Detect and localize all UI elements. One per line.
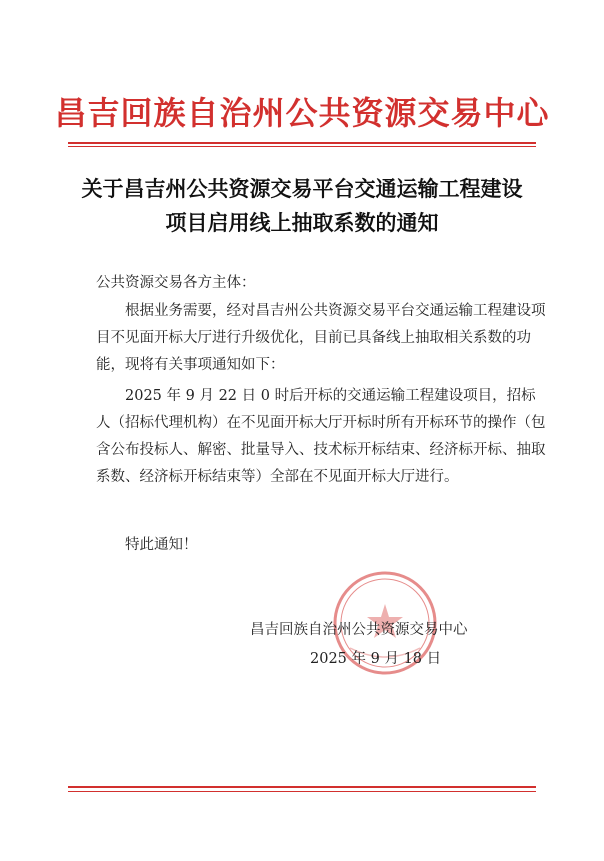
paragraph-2: 2025 年 9 月 22 日 0 时后开标的交通运输工程建设项目，招标人（招标代理机构）在不见面开标大厅开标时所有开标环节的操作（包含公布投标人、解密、批量导入、技术标开标结束、经济标开标、抽取系数、经济标开标结束等）全部在不见面开标大厅进行。 (96, 388, 546, 485)
document-title: 关于昌吉州公共资源交易平台交通运输工程建设项目启用线上抽取系数的通知 (81, 176, 523, 235)
footer-rule (68, 786, 536, 788)
footer-rule-thin (68, 791, 536, 792)
signature-org: 昌吉回族自治州公共资源交易中心 (250, 622, 468, 638)
letterhead-rule-thin (68, 146, 536, 147)
letterhead-rule (68, 142, 536, 144)
paragraph-3: 特此通知！ (125, 537, 198, 553)
paragraph-1: 根据业务需要，经对昌吉州公共资源交易平台交通运输工程建设项目不见面开标大厅进行升级优化，目前已具备线上抽取相关系数的功能，现将有关事项通知如下： (96, 303, 546, 373)
letterhead-org-name: 昌吉回族自治州公共资源交易中心 (54, 94, 550, 132)
salutation: 公共资源交易各方主体： (96, 275, 256, 291)
signature-date: 2025 年 9 月 18 日 (310, 651, 442, 667)
